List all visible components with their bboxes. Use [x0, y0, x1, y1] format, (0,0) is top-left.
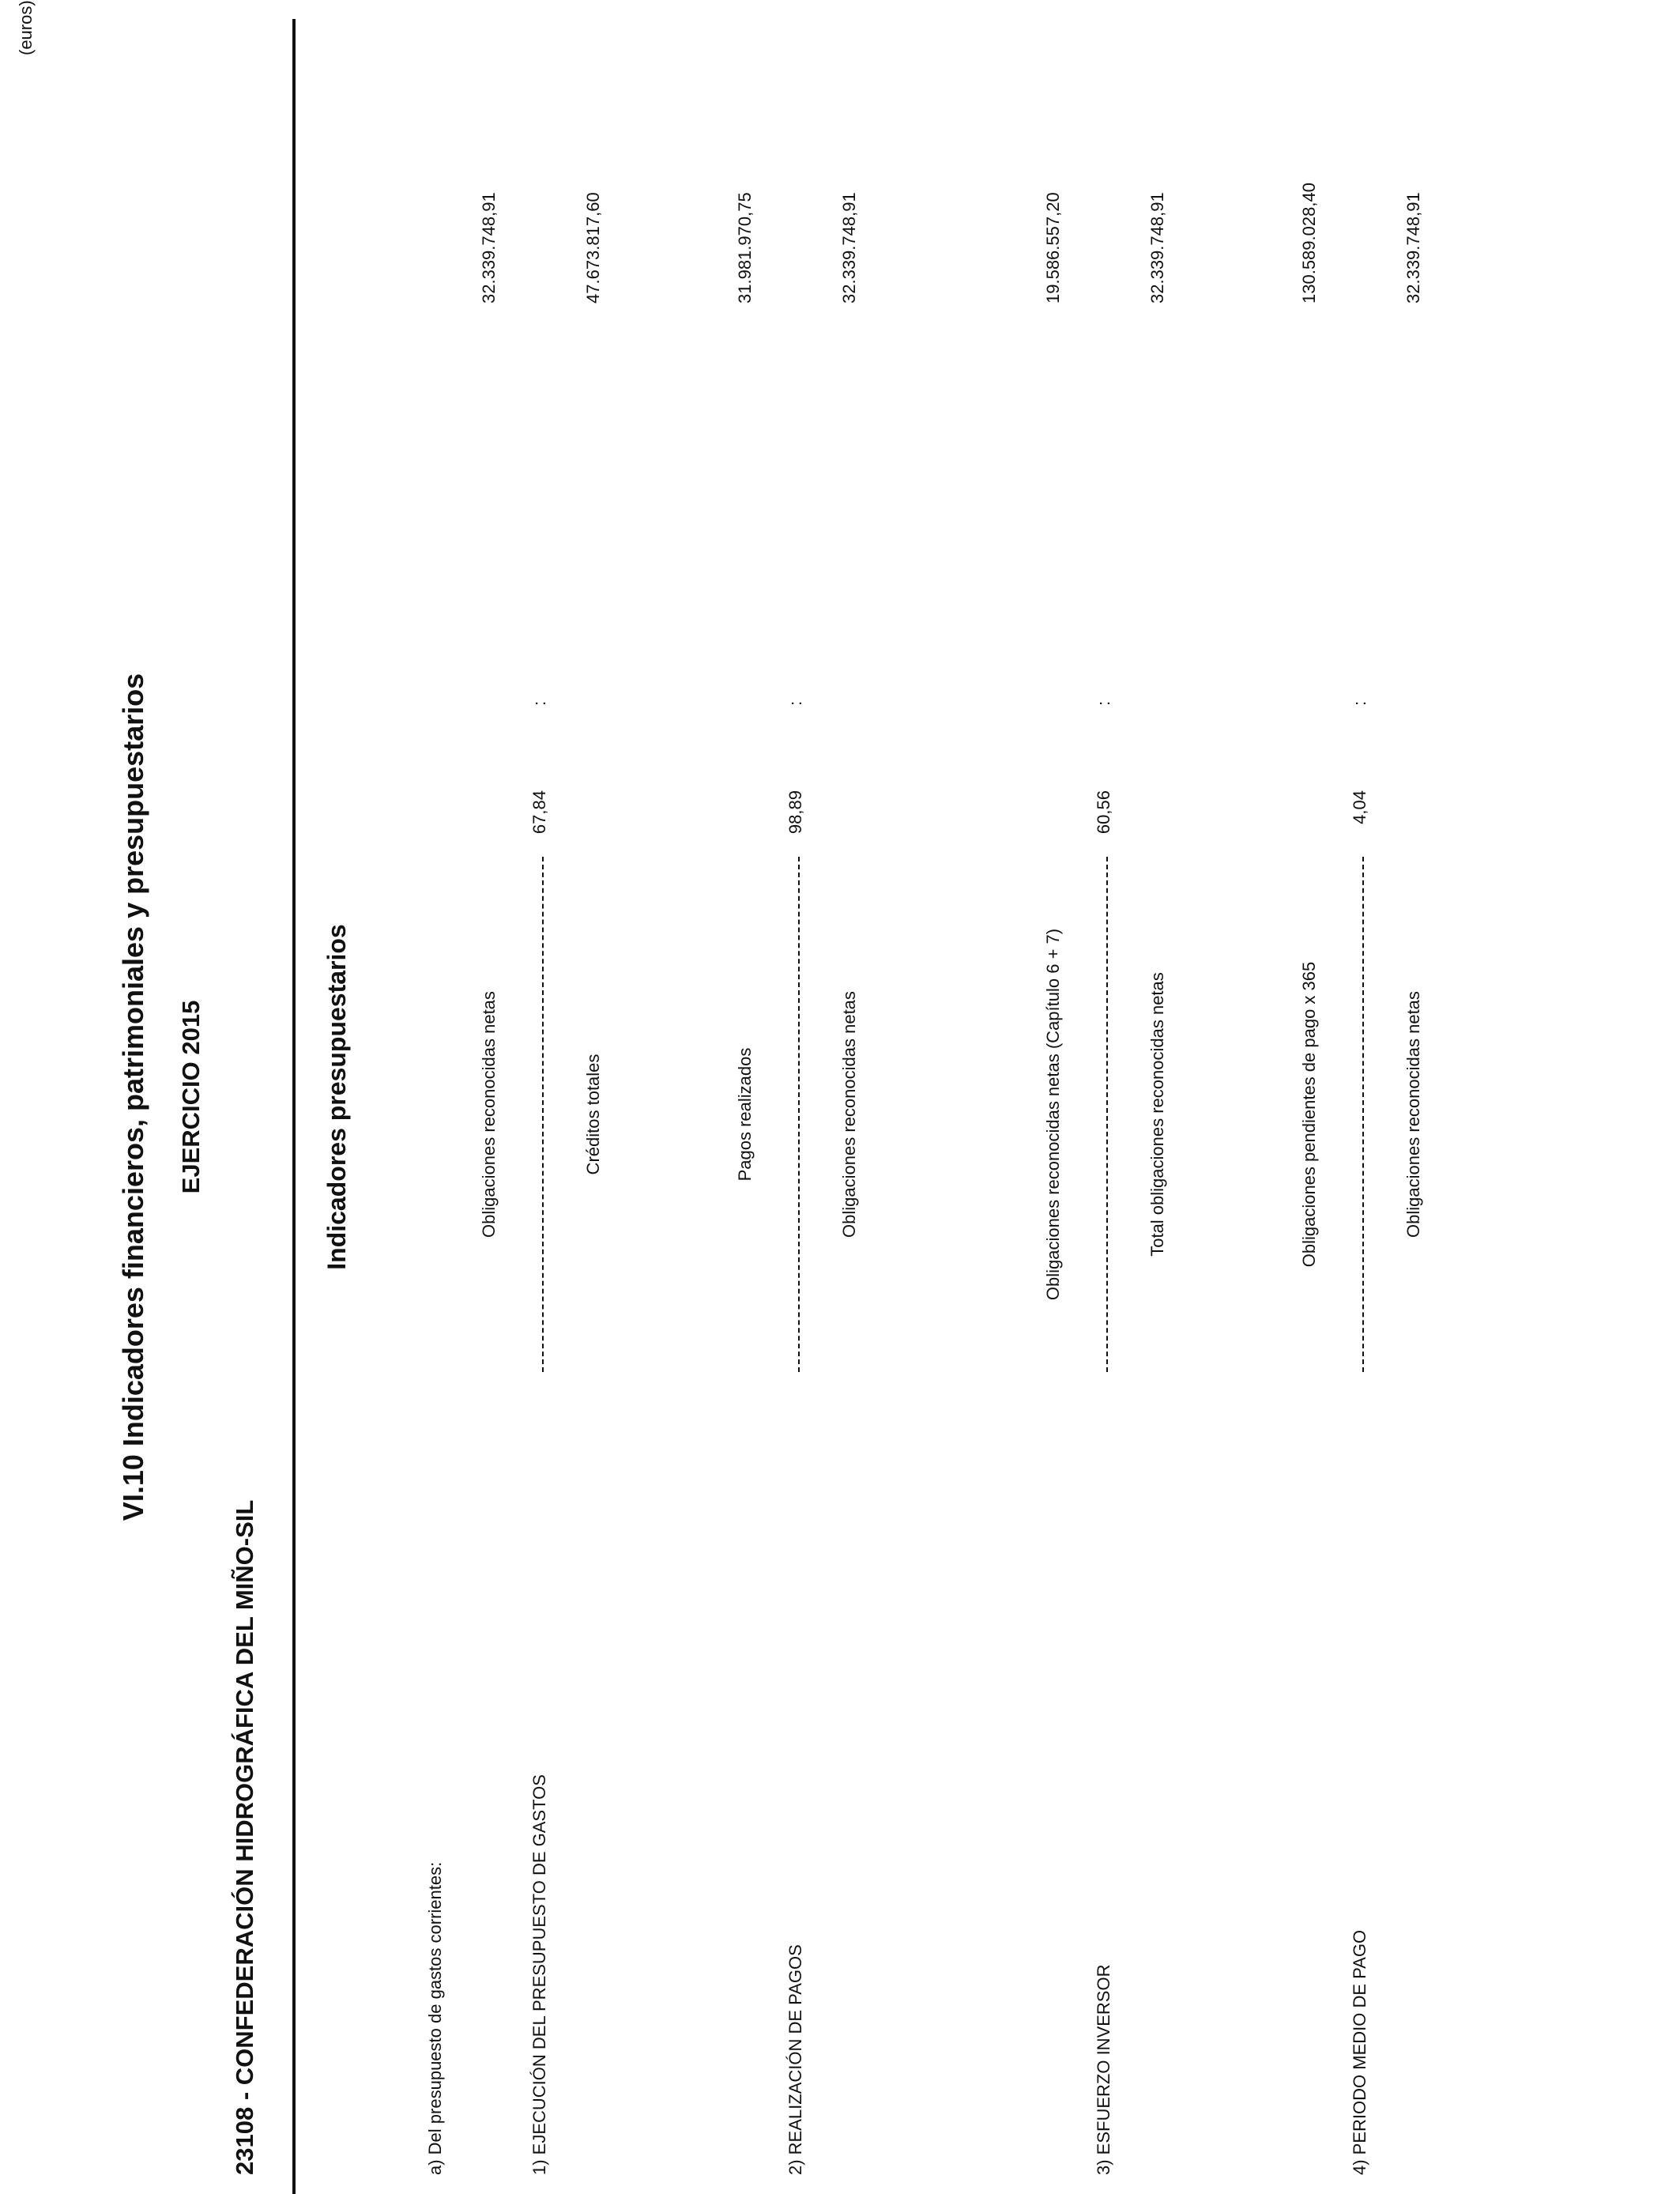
- indicator-colon: :: [785, 700, 805, 706]
- indicator-denominator-amount: 47.673.817,60: [583, 192, 603, 303]
- indicator-numerator: Obligaciones reconocidas netas (Capítulo 6 + 7): [1043, 928, 1063, 1301]
- indicator-numerator: Pagos realizados: [735, 1047, 755, 1182]
- indicator-numerator-amount: 31.981.970,75: [735, 192, 755, 303]
- currency-unit: (euros): [16, 0, 36, 55]
- indicator-numerator: Obligaciones pendientes de pago x 365: [1299, 961, 1319, 1268]
- fiscal-year: EJERCICIO 2015: [177, 1000, 205, 1194]
- indicator-colon: :: [1094, 700, 1113, 706]
- indicator-numerator-amount: 19.586.557,20: [1043, 192, 1063, 303]
- indicator-label: 4) PERIODO MEDIO DE PAGO: [1350, 1929, 1369, 2175]
- indicator-value: 67,84: [529, 790, 549, 835]
- subsection-label: a) Del presupuesto de gastos corrientes:: [425, 1861, 445, 2175]
- indicator-colon: :: [1350, 700, 1369, 706]
- header-rule: [292, 19, 296, 2194]
- indicator-numerator-amount: 130.589.028,40: [1299, 183, 1319, 303]
- indicator-denominator-amount: 32.339.748,91: [1147, 192, 1167, 303]
- indicator-denominator: Obligaciones reconocidas netas: [839, 991, 859, 1238]
- indicator-label: 2) REALIZACIÓN DE PAGOS: [785, 1944, 805, 2175]
- indicator-denominator: Obligaciones reconocidas netas: [1403, 991, 1423, 1238]
- indicator-label: 1) EJECUCIÓN DEL PRESUPUESTO DE GASTOS: [529, 1774, 549, 2175]
- section-title: Indicadores presupuestarios: [322, 924, 351, 1270]
- fraction-line: [798, 857, 800, 1372]
- indicator-denominator: Total obligaciones reconocidas netas: [1147, 972, 1167, 1257]
- indicator-value: 60,56: [1094, 790, 1113, 835]
- indicator-label: 3) ESFUERZO INVERSOR: [1094, 1964, 1113, 2175]
- fraction-line: [542, 857, 544, 1372]
- indicator-value: 4,04: [1350, 790, 1369, 824]
- indicator-denominator: Créditos totales: [583, 1054, 603, 1175]
- entity-name: 23108 - CONFEDERACIÓN HIDROGRÁFICA DEL MIÑO-SIL: [231, 1499, 258, 2175]
- indicator-numerator-amount: 32.339.748,91: [479, 192, 499, 303]
- indicator-value: 98,89: [785, 790, 805, 835]
- report-title: VI.10 Indicadores financieros, patrimoniales y presupuestarios: [117, 673, 149, 1521]
- fraction-line: [1362, 857, 1364, 1372]
- indicator-denominator-amount: 32.339.748,91: [839, 192, 859, 303]
- fraction-line: [1106, 857, 1108, 1372]
- indicator-denominator-amount: 32.339.748,91: [1403, 192, 1423, 303]
- indicator-numerator: Obligaciones reconocidas netas: [479, 991, 499, 1238]
- indicator-colon: :: [529, 700, 549, 706]
